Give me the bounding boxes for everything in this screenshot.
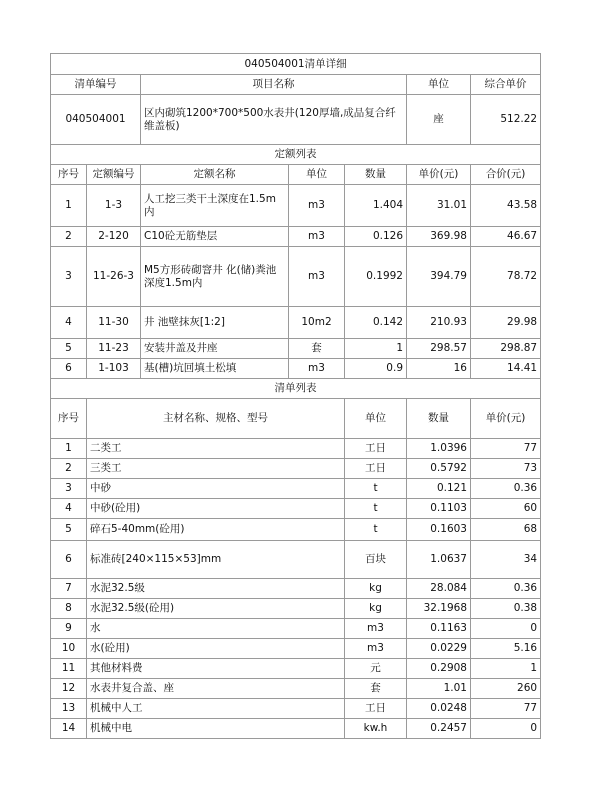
quota-name: 井 池壁抹灰[1:2] bbox=[141, 307, 289, 339]
material-price: 0 bbox=[471, 619, 541, 639]
code-header: 清单编号 bbox=[51, 75, 141, 95]
material-no: 14 bbox=[51, 719, 87, 739]
material-name: 机械中电 bbox=[87, 719, 345, 739]
quota-row bbox=[51, 227, 541, 247]
quota-price: 298.57 bbox=[407, 339, 471, 359]
quota-row bbox=[51, 339, 541, 359]
material-row bbox=[51, 699, 541, 719]
material-row bbox=[51, 579, 541, 599]
materials-header-no: 序号 bbox=[51, 399, 87, 439]
material-row bbox=[51, 679, 541, 699]
quota-code: 11-30 bbox=[87, 307, 141, 339]
material-qty: 0.1103 bbox=[407, 499, 471, 519]
material-unit: t bbox=[345, 519, 407, 541]
quota-qty: 0.126 bbox=[345, 227, 407, 247]
quota-header-no: 序号 bbox=[51, 165, 87, 185]
quota-total: 78.72 bbox=[471, 247, 541, 307]
quota-name: 基(槽)坑回填土松填 bbox=[141, 359, 289, 379]
materials-header-qty: 数量 bbox=[407, 399, 471, 439]
material-price: 77 bbox=[471, 699, 541, 719]
quota-header-unit: 单位 bbox=[289, 165, 345, 185]
material-unit: kw.h bbox=[345, 719, 407, 739]
material-qty: 0.0248 bbox=[407, 699, 471, 719]
material-name: 水 bbox=[87, 619, 345, 639]
quota-price: 31.01 bbox=[407, 185, 471, 227]
item-price: 512.22 bbox=[471, 95, 541, 145]
quota-unit: m3 bbox=[289, 185, 345, 227]
quota-no: 4 bbox=[51, 307, 87, 339]
material-row bbox=[51, 599, 541, 619]
material-name: 标准砖[240×115×53]mm bbox=[87, 541, 345, 579]
bill-detail-table bbox=[50, 53, 541, 739]
quota-header-code: 定额编号 bbox=[87, 165, 141, 185]
quota-row bbox=[51, 247, 541, 307]
quota-header-qty: 数量 bbox=[345, 165, 407, 185]
quota-name: C10砼无筋垫层 bbox=[141, 227, 289, 247]
quota-total: 29.98 bbox=[471, 307, 541, 339]
material-unit: 元 bbox=[345, 659, 407, 679]
quota-unit: 套 bbox=[289, 339, 345, 359]
material-qty: 28.084 bbox=[407, 579, 471, 599]
quota-name: M5方形砖砌窨井 化(储)粪池深度1.5m内 bbox=[141, 247, 289, 307]
materials-header-price: 单价(元) bbox=[471, 399, 541, 439]
materials-header-unit: 单位 bbox=[345, 399, 407, 439]
table-title: 040504001清单详细 bbox=[51, 54, 541, 75]
quota-total: 43.58 bbox=[471, 185, 541, 227]
material-name: 中砂 bbox=[87, 479, 345, 499]
materials-section-title: 清单列表 bbox=[51, 379, 541, 399]
quota-no: 1 bbox=[51, 185, 87, 227]
material-unit: 工日 bbox=[345, 439, 407, 459]
material-no: 7 bbox=[51, 579, 87, 599]
name-header: 项目名称 bbox=[141, 75, 407, 95]
quota-code: 2-120 bbox=[87, 227, 141, 247]
quota-name: 安装井盖及井座 bbox=[141, 339, 289, 359]
material-no: 13 bbox=[51, 699, 87, 719]
material-row bbox=[51, 639, 541, 659]
material-qty: 0.1603 bbox=[407, 519, 471, 541]
material-no: 10 bbox=[51, 639, 87, 659]
material-qty: 32.1968 bbox=[407, 599, 471, 619]
price-header: 综合单价 bbox=[471, 75, 541, 95]
item-code: 040504001 bbox=[51, 95, 141, 145]
quota-code: 11-23 bbox=[87, 339, 141, 359]
material-name: 三类工 bbox=[87, 459, 345, 479]
material-row bbox=[51, 439, 541, 459]
material-unit: m3 bbox=[345, 619, 407, 639]
material-price: 73 bbox=[471, 459, 541, 479]
material-row bbox=[51, 659, 541, 679]
material-row bbox=[51, 519, 541, 541]
quota-name: 人工挖三类干土深度在1.5m内 bbox=[141, 185, 289, 227]
quota-code: 11-26-3 bbox=[87, 247, 141, 307]
material-row bbox=[51, 479, 541, 499]
material-qty: 0.5792 bbox=[407, 459, 471, 479]
material-qty: 0.0229 bbox=[407, 639, 471, 659]
material-no: 11 bbox=[51, 659, 87, 679]
material-price: 0.38 bbox=[471, 599, 541, 619]
material-qty: 0.1163 bbox=[407, 619, 471, 639]
material-price: 260 bbox=[471, 679, 541, 699]
material-name: 水表井复合盖、座 bbox=[87, 679, 345, 699]
quota-no: 3 bbox=[51, 247, 87, 307]
quota-qty: 1.404 bbox=[345, 185, 407, 227]
material-unit: t bbox=[345, 479, 407, 499]
material-name: 二类工 bbox=[87, 439, 345, 459]
material-price: 68 bbox=[471, 519, 541, 541]
quota-unit: m3 bbox=[289, 247, 345, 307]
quota-total: 46.67 bbox=[471, 227, 541, 247]
quota-header-price: 单价(元) bbox=[407, 165, 471, 185]
material-no: 9 bbox=[51, 619, 87, 639]
quota-unit: 10m2 bbox=[289, 307, 345, 339]
material-row bbox=[51, 541, 541, 579]
material-unit: 百块 bbox=[345, 541, 407, 579]
material-unit: 套 bbox=[345, 679, 407, 699]
material-name: 中砂(砼用) bbox=[87, 499, 345, 519]
material-name: 水泥32.5级 bbox=[87, 579, 345, 599]
quota-no: 5 bbox=[51, 339, 87, 359]
material-name: 水(砼用) bbox=[87, 639, 345, 659]
material-price: 34 bbox=[471, 541, 541, 579]
material-row bbox=[51, 719, 541, 739]
material-qty: 0.2908 bbox=[407, 659, 471, 679]
quota-price: 210.93 bbox=[407, 307, 471, 339]
item-unit: 座 bbox=[407, 95, 471, 145]
material-name: 机械中人工 bbox=[87, 699, 345, 719]
material-name: 碎石5-40mm(砼用) bbox=[87, 519, 345, 541]
material-unit: kg bbox=[345, 579, 407, 599]
quota-header-name: 定额名称 bbox=[141, 165, 289, 185]
material-price: 60 bbox=[471, 499, 541, 519]
material-qty: 0.121 bbox=[407, 479, 471, 499]
material-qty: 1.0396 bbox=[407, 439, 471, 459]
quota-code: 1-3 bbox=[87, 185, 141, 227]
quota-row bbox=[51, 185, 541, 227]
material-row bbox=[51, 619, 541, 639]
material-no: 3 bbox=[51, 479, 87, 499]
quota-price: 369.98 bbox=[407, 227, 471, 247]
quota-total: 14.41 bbox=[471, 359, 541, 379]
material-price: 5.16 bbox=[471, 639, 541, 659]
material-unit: 工日 bbox=[345, 459, 407, 479]
material-price: 0.36 bbox=[471, 579, 541, 599]
quota-qty: 1 bbox=[345, 339, 407, 359]
material-no: 1 bbox=[51, 439, 87, 459]
quota-no: 2 bbox=[51, 227, 87, 247]
materials-header-name: 主材名称、规格、型号 bbox=[87, 399, 345, 439]
item-name: 区内砌筑1200*700*500水表井(120厚墙,成品复合纤维盖板) bbox=[141, 95, 407, 145]
material-row bbox=[51, 499, 541, 519]
quota-total: 298.87 bbox=[471, 339, 541, 359]
quota-row bbox=[51, 307, 541, 339]
material-name: 水泥32.5级(砼用) bbox=[87, 599, 345, 619]
quota-no: 6 bbox=[51, 359, 87, 379]
material-price: 0.36 bbox=[471, 479, 541, 499]
material-qty: 0.2457 bbox=[407, 719, 471, 739]
quota-price: 394.79 bbox=[407, 247, 471, 307]
quota-unit: m3 bbox=[289, 227, 345, 247]
quota-code: 1-103 bbox=[87, 359, 141, 379]
material-no: 2 bbox=[51, 459, 87, 479]
material-price: 0 bbox=[471, 719, 541, 739]
material-qty: 1.01 bbox=[407, 679, 471, 699]
material-unit: 工日 bbox=[345, 699, 407, 719]
material-no: 5 bbox=[51, 519, 87, 541]
quota-section-title: 定额列表 bbox=[51, 145, 541, 165]
material-name: 其他材料费 bbox=[87, 659, 345, 679]
unit-header: 单位 bbox=[407, 75, 471, 95]
quota-price: 16 bbox=[407, 359, 471, 379]
material-no: 4 bbox=[51, 499, 87, 519]
quota-qty: 0.9 bbox=[345, 359, 407, 379]
quota-qty: 0.1992 bbox=[345, 247, 407, 307]
material-row bbox=[51, 459, 541, 479]
material-price: 1 bbox=[471, 659, 541, 679]
quota-row bbox=[51, 359, 541, 379]
material-unit: m3 bbox=[345, 639, 407, 659]
material-no: 6 bbox=[51, 541, 87, 579]
material-no: 8 bbox=[51, 599, 87, 619]
material-price: 77 bbox=[471, 439, 541, 459]
quota-header-total: 合价(元) bbox=[471, 165, 541, 185]
quota-qty: 0.142 bbox=[345, 307, 407, 339]
material-unit: kg bbox=[345, 599, 407, 619]
material-qty: 1.0637 bbox=[407, 541, 471, 579]
material-unit: t bbox=[345, 499, 407, 519]
material-no: 12 bbox=[51, 679, 87, 699]
quota-unit: m3 bbox=[289, 359, 345, 379]
